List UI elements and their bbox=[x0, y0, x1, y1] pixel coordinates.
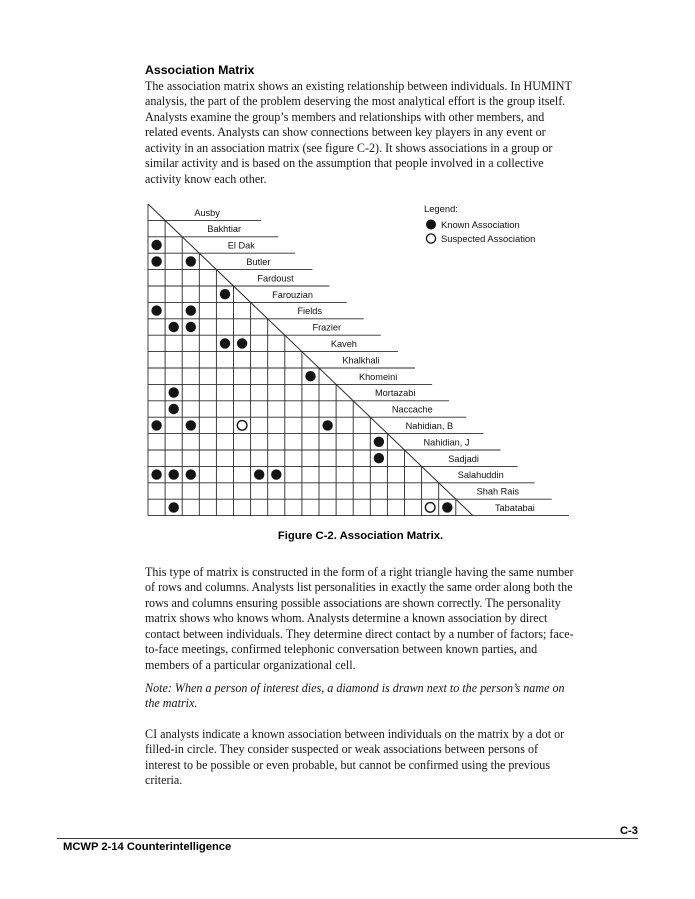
known-association-dot bbox=[151, 420, 161, 430]
known-association-dot bbox=[169, 322, 179, 332]
legend-known-icon bbox=[426, 220, 436, 230]
legend-label: Suspected Association bbox=[441, 232, 536, 244]
legend-label: Known Association bbox=[441, 218, 520, 230]
matrix-name-label: El Dak bbox=[227, 240, 255, 251]
known-association-dot bbox=[151, 305, 161, 315]
legend-suspected-icon bbox=[426, 234, 435, 243]
footer-page-number: C-3 bbox=[619, 825, 638, 837]
known-association-dot bbox=[186, 420, 196, 430]
association-matrix-figure bbox=[140, 196, 585, 528]
known-association-dot bbox=[186, 305, 196, 315]
known-association-dot bbox=[374, 453, 384, 463]
known-association-dot bbox=[186, 256, 196, 266]
known-association-dot bbox=[169, 387, 179, 397]
matrix-name-label: Sadjadi bbox=[448, 453, 479, 464]
matrix-name-label: Butler bbox=[246, 257, 271, 267]
matrix-name-label: Farouzian bbox=[272, 289, 314, 300]
footer-rule bbox=[57, 838, 638, 839]
matrix-name-label: Ausby bbox=[194, 207, 220, 218]
matrix-name-label: Frazier bbox=[312, 322, 342, 333]
known-association-dot bbox=[322, 420, 332, 430]
matrix-name-label: Nahidian, B bbox=[405, 421, 454, 431]
known-association-dot bbox=[237, 338, 247, 348]
matrix-name-label: Mortazabi bbox=[375, 388, 416, 399]
matrix-name-label: Tabatabai bbox=[494, 503, 535, 513]
paragraph-intro: The association matrix shows an existing relationship between individuals. In HUMINT analysis, the part of the problem deserving the most analytical effort is the group itself. Analysts examine the group’s members and relationships with other members, and related events. Analysts can show connections between key players in any event or activity in an association matrix (see figure C-2). It shows associations in a group or similar activity and is based on the assumption that people involved in a collective activity know each other. bbox=[145, 79, 572, 186]
matrix-name-label: Khalkhali bbox=[342, 355, 380, 366]
known-association-dot bbox=[151, 240, 161, 250]
known-association-dot bbox=[254, 469, 264, 479]
known-association-dot bbox=[169, 502, 179, 512]
known-association-dot bbox=[186, 469, 196, 479]
suspected-association-circle bbox=[237, 421, 247, 431]
figure-caption: Figure C-2. Association Matrix. bbox=[277, 530, 444, 542]
matrix-name-label: Salahuddin bbox=[457, 470, 504, 481]
known-association-dot bbox=[305, 371, 315, 381]
known-association-dot bbox=[374, 437, 384, 447]
matrix-name-label: Kaveh bbox=[330, 339, 357, 349]
legend-title: Legend: bbox=[424, 203, 458, 214]
footer-publication: MCWP 2-14 Counterintelligence bbox=[63, 841, 232, 853]
matrix-name-label: Naccache bbox=[391, 404, 433, 415]
paragraph-matrix-construction: This type of matrix is constructed in the form of a right triangle having the same number of rows and columns. Analysts list personalities in exactly the same order along both the rows and columns ensuring possible associations are shown correctly. The personality matrix shows who knows whom. Analysts determine a known association by direct contact between individuals. They determine direct contact by a number of factors; face-to-face meetings, confirmed telephonic conversation between known parties, and members of a particular organizational cell. bbox=[145, 565, 574, 672]
matrix-name-label: Fields bbox=[297, 306, 322, 317]
section-heading: Association Matrix bbox=[145, 63, 255, 77]
note-paragraph: Note: When a person of interest dies, a diamond is drawn next to the person’s name on the matrix. bbox=[145, 681, 565, 711]
matrix-name-label: Bakhtiar bbox=[207, 224, 242, 235]
known-association-dot bbox=[271, 469, 281, 479]
matrix-name-label: Fardoust bbox=[257, 273, 294, 284]
known-association-dot bbox=[151, 469, 161, 479]
paragraph-ci-analysts: CI analysts indicate a known association between individuals on the matrix by a dot or filled-in circle. They consider suspected or weak associations between persons of interest to be possible or even probable, but cannot be confirmed using the previous criteria. bbox=[145, 727, 565, 788]
matrix-name-label: Nahidian, J bbox=[423, 437, 470, 448]
matrix-name-label: Shah Rais bbox=[476, 486, 519, 497]
matrix-diagonal bbox=[148, 204, 473, 516]
known-association-dot bbox=[169, 404, 179, 414]
known-association-dot bbox=[442, 502, 452, 512]
known-association-dot bbox=[220, 338, 230, 348]
known-association-dot bbox=[169, 469, 179, 479]
known-association-dot bbox=[151, 256, 161, 266]
known-association-dot bbox=[220, 289, 230, 299]
suspected-association-circle bbox=[425, 503, 435, 513]
known-association-dot bbox=[186, 322, 196, 332]
matrix-name-label: Khomeini bbox=[358, 371, 398, 382]
